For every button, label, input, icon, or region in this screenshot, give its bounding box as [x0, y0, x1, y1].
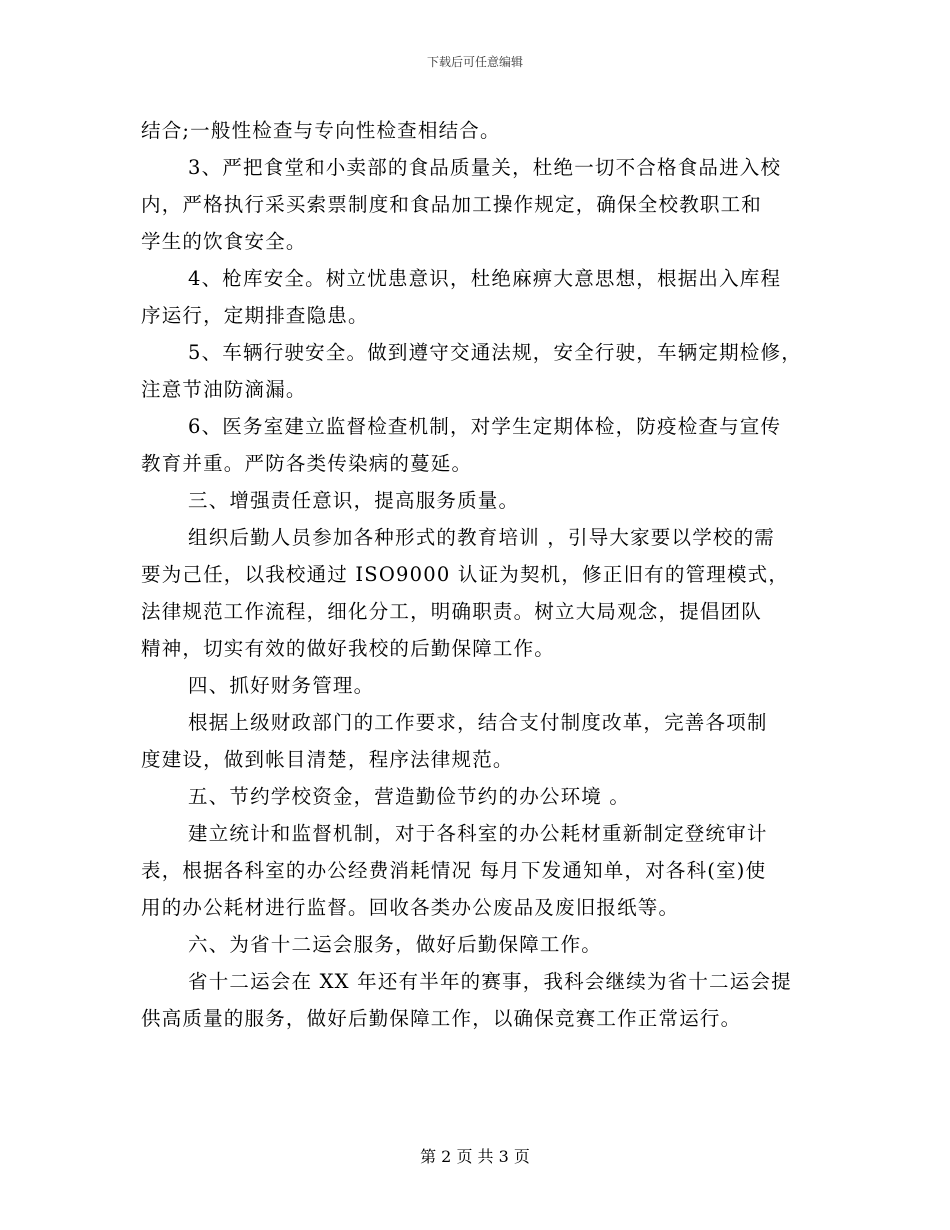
text-line: 用的办公耗材进行监督。回收各类办公废品及废旧报纸等。: [141, 896, 680, 919]
text-line: 注意节油防滴漏。: [141, 378, 307, 401]
text-line: 法律规范工作流程，细化分工，明确职责。树立大局观念，提倡团队: [141, 600, 763, 623]
text-line: 序运行，定期排查隐患。: [141, 304, 369, 327]
text-line: 五、节约学校资金，营造勤俭节约的办公环境 。: [188, 785, 631, 808]
page-footer: 第 2 页 共 3 页: [420, 1147, 530, 1166]
text-line: 建立统计和监督机制，对于各科室的办公耗材重新制定登统审计: [188, 822, 768, 845]
text-line: 四、抓好财务管理。: [188, 674, 375, 697]
text-line: 度建设，做到帐目清楚，程序法律规范。: [141, 748, 514, 771]
text-line: 供高质量的服务，做好后勤保障工作，以确保竞赛工作正常运行。: [141, 1007, 742, 1030]
text-line: 6、医务室建立监督检查机制，对学生定期体检，防疫检查与宣传: [188, 415, 782, 438]
text-line: 要为己任，以我校通过 ISO9000 认证为契机，修正旧有的管理模式，: [141, 563, 790, 586]
text-line: 学生的饮食安全。: [141, 230, 307, 253]
text-line: 教育并重。严防各类传染病的蔓延。: [141, 452, 473, 475]
text-line: 4、枪库安全。树立忧患意识，杜绝麻痹大意思想，根据出入库程: [188, 267, 782, 290]
text-line: 三、增强责任意识，提高服务质量。: [188, 489, 520, 512]
text-line: 3、严把食堂和小卖部的食品质量关，杜绝一切不合格食品进入校: [188, 156, 782, 179]
text-line: 内，严格执行采买索票制度和食品加工操作规定，确保全校教职工和: [141, 193, 763, 216]
text-line: 根据上级财政部门的工作要求，结合支付制度改革，完善各项制: [188, 711, 768, 734]
page-header: 下载后可任意编辑: [426, 55, 523, 69]
text-line: 结合;一般性检查与专向性检查相结合。: [141, 119, 501, 142]
text-line: 精神，切实有效的做好我校的后勤保障工作。: [141, 637, 556, 660]
text-line: 5、车辆行驶安全。做到遵守交通法规，安全行驶，车辆定期检修，: [188, 341, 802, 364]
text-line: 组织后勤人员参加各种形式的教育培训 ，引导大家要以学校的需: [188, 526, 775, 549]
text-line: 表，根据各科室的办公经费消耗情况 每月下发通知单，对各科(室)使: [141, 859, 767, 882]
text-line: 六、为省十二运会服务，做好后勤保障工作。: [188, 933, 603, 956]
document-body: [141, 112, 816, 1037]
text-line: 省十二运会在 XX 年还有半年的赛事，我科会继续为省十二运会提: [188, 970, 792, 993]
